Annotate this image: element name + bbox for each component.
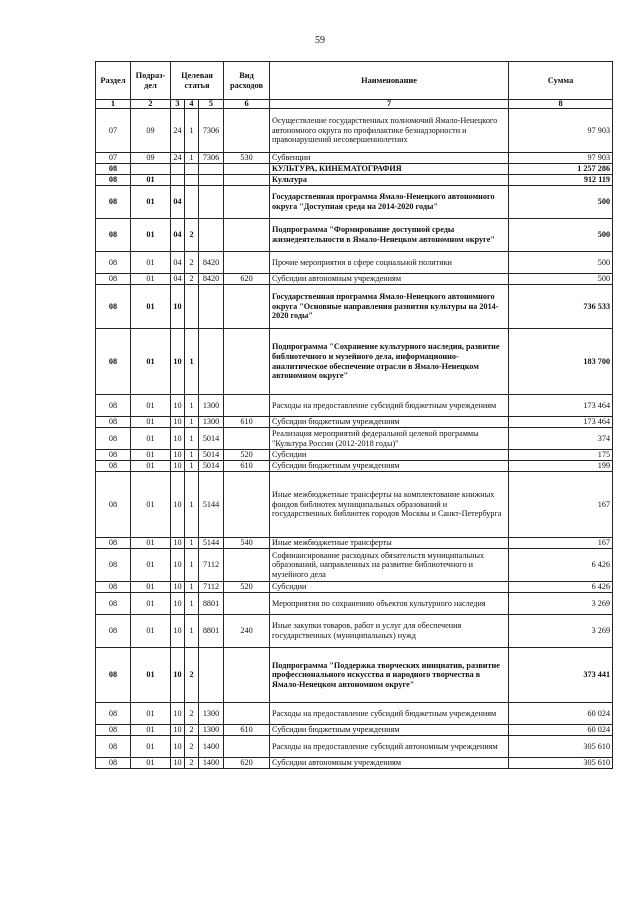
header-row bbox=[96, 62, 613, 100]
cell-sum: 305 610 bbox=[509, 758, 613, 769]
table-row bbox=[96, 450, 613, 461]
cell-podrazdel: 01 bbox=[131, 615, 171, 648]
cell-direction bbox=[199, 648, 224, 703]
cell-expense-type bbox=[224, 219, 270, 252]
table-row bbox=[96, 758, 613, 769]
cell-sum: 6 426 bbox=[509, 582, 613, 593]
table-row bbox=[96, 461, 613, 472]
cell-expense-type: 530 bbox=[224, 153, 270, 164]
cell-name: Реализация мероприятий федеральной целевой программы "Культура России (2012-2018 годы)" bbox=[270, 428, 509, 450]
cell-program: 10 bbox=[171, 758, 185, 769]
cell-podrazdel: 01 bbox=[131, 648, 171, 703]
cell-program: 10 bbox=[171, 417, 185, 428]
cell-razdel: 08 bbox=[96, 703, 131, 725]
cell-expense-type bbox=[224, 736, 270, 758]
cell-direction bbox=[199, 219, 224, 252]
cell-program bbox=[171, 175, 185, 186]
cell-program: 10 bbox=[171, 593, 185, 615]
cell-name: Государственная программа Ямало-Ненецкого автономного округа "Доступная среда на 2014-2020 годы" bbox=[270, 186, 509, 219]
column-number: 8 bbox=[509, 100, 613, 109]
cell-podrazdel: 01 bbox=[131, 736, 171, 758]
table-row bbox=[96, 648, 613, 703]
cell-expense-type bbox=[224, 593, 270, 615]
cell-subprogram: 2 bbox=[185, 219, 199, 252]
cell-expense-type: 520 bbox=[224, 450, 270, 461]
cell-subprogram: 2 bbox=[185, 736, 199, 758]
cell-subprogram: 2 bbox=[185, 648, 199, 703]
table-row bbox=[96, 186, 613, 219]
cell-name: Субсидии bbox=[270, 450, 509, 461]
cell-podrazdel bbox=[131, 164, 171, 175]
cell-razdel: 08 bbox=[96, 582, 131, 593]
cell-sum: 3 269 bbox=[509, 593, 613, 615]
cell-razdel: 07 bbox=[96, 109, 131, 153]
cell-podrazdel: 09 bbox=[131, 153, 171, 164]
cell-direction: 5144 bbox=[199, 472, 224, 538]
cell-sum: 60 024 bbox=[509, 725, 613, 736]
table-row bbox=[96, 109, 613, 153]
cell-podrazdel: 01 bbox=[131, 450, 171, 461]
cell-direction: 1400 bbox=[199, 736, 224, 758]
cell-expense-type bbox=[224, 703, 270, 725]
header-name: Наименование bbox=[270, 62, 509, 100]
cell-expense-type: 610 bbox=[224, 725, 270, 736]
table-row bbox=[96, 329, 613, 395]
cell-subprogram: 1 bbox=[185, 472, 199, 538]
cell-podrazdel: 01 bbox=[131, 758, 171, 769]
cell-expense-type: 520 bbox=[224, 582, 270, 593]
cell-program: 10 bbox=[171, 472, 185, 538]
table-row bbox=[96, 472, 613, 538]
cell-podrazdel: 01 bbox=[131, 461, 171, 472]
table-row bbox=[96, 538, 613, 549]
cell-razdel: 08 bbox=[96, 450, 131, 461]
cell-expense-type bbox=[224, 285, 270, 329]
cell-name: Иные закупки товаров, работ и услуг для обеспечения государственных (муниципальных) нужд bbox=[270, 615, 509, 648]
cell-sum: 97 903 bbox=[509, 153, 613, 164]
cell-expense-type bbox=[224, 329, 270, 395]
cell-expense-type: 540 bbox=[224, 538, 270, 549]
cell-name: Субсидии bbox=[270, 582, 509, 593]
cell-podrazdel: 01 bbox=[131, 285, 171, 329]
column-number: 5 bbox=[199, 100, 224, 109]
table-row bbox=[96, 593, 613, 615]
cell-razdel: 08 bbox=[96, 329, 131, 395]
cell-subprogram bbox=[185, 285, 199, 329]
cell-sum: 500 bbox=[509, 252, 613, 274]
cell-name: Подпрограмма "Формирование доступной среды жизнедеятельности в Ямало-Ненецком автономном округе" bbox=[270, 219, 509, 252]
cell-program: 10 bbox=[171, 395, 185, 417]
cell-program: 10 bbox=[171, 461, 185, 472]
cell-razdel: 08 bbox=[96, 461, 131, 472]
cell-subprogram: 1 bbox=[185, 582, 199, 593]
cell-program: 10 bbox=[171, 329, 185, 395]
cell-razdel: 08 bbox=[96, 549, 131, 582]
column-number: 4 bbox=[185, 100, 199, 109]
cell-podrazdel: 01 bbox=[131, 219, 171, 252]
cell-sum: 167 bbox=[509, 472, 613, 538]
column-number: 2 bbox=[131, 100, 171, 109]
cell-razdel: 08 bbox=[96, 538, 131, 549]
page-number: 59 bbox=[315, 35, 325, 46]
cell-subprogram: 1 bbox=[185, 538, 199, 549]
cell-sum: 305 610 bbox=[509, 736, 613, 758]
table-row bbox=[96, 219, 613, 252]
cell-direction: 1300 bbox=[199, 417, 224, 428]
cell-sum: 736 533 bbox=[509, 285, 613, 329]
cell-sum: 500 bbox=[509, 274, 613, 285]
cell-direction bbox=[199, 186, 224, 219]
cell-subprogram bbox=[185, 175, 199, 186]
cell-razdel: 08 bbox=[96, 395, 131, 417]
cell-podrazdel: 01 bbox=[131, 186, 171, 219]
cell-expense-type bbox=[224, 395, 270, 417]
table-row bbox=[96, 703, 613, 725]
cell-name: Мероприятия по сохранению объектов культурного наследия bbox=[270, 593, 509, 615]
cell-sum: 912 119 bbox=[509, 175, 613, 186]
cell-razdel: 08 bbox=[96, 758, 131, 769]
cell-expense-type: 610 bbox=[224, 417, 270, 428]
cell-name: Иные межбюджетные трансферты bbox=[270, 538, 509, 549]
table-row bbox=[96, 582, 613, 593]
table-row bbox=[96, 285, 613, 329]
table-row bbox=[96, 736, 613, 758]
cell-razdel: 08 bbox=[96, 417, 131, 428]
table-row bbox=[96, 549, 613, 582]
cell-name: Субсидии автономным учреждениям bbox=[270, 274, 509, 285]
cell-expense-type: 620 bbox=[224, 274, 270, 285]
cell-sum: 173 464 bbox=[509, 417, 613, 428]
cell-podrazdel: 01 bbox=[131, 582, 171, 593]
cell-direction: 8801 bbox=[199, 615, 224, 648]
cell-subprogram: 1 bbox=[185, 461, 199, 472]
table-row bbox=[96, 428, 613, 450]
cell-sum: 173 464 bbox=[509, 395, 613, 417]
cell-expense-type bbox=[224, 648, 270, 703]
cell-name: Субсидии бюджетным учреждениям bbox=[270, 417, 509, 428]
cell-program: 10 bbox=[171, 450, 185, 461]
cell-expense-type bbox=[224, 175, 270, 186]
cell-expense-type bbox=[224, 109, 270, 153]
cell-direction: 1300 bbox=[199, 725, 224, 736]
cell-podrazdel: 01 bbox=[131, 252, 171, 274]
cell-podrazdel: 01 bbox=[131, 703, 171, 725]
cell-program: 10 bbox=[171, 725, 185, 736]
cell-direction: 1300 bbox=[199, 703, 224, 725]
cell-razdel: 08 bbox=[96, 736, 131, 758]
cell-program: 10 bbox=[171, 736, 185, 758]
cell-expense-type: 620 bbox=[224, 758, 270, 769]
cell-program: 10 bbox=[171, 615, 185, 648]
header-target-article: Целевая статья bbox=[171, 62, 224, 100]
cell-podrazdel: 01 bbox=[131, 725, 171, 736]
cell-program: 10 bbox=[171, 549, 185, 582]
cell-razdel: 08 bbox=[96, 285, 131, 329]
cell-expense-type bbox=[224, 549, 270, 582]
cell-podrazdel: 01 bbox=[131, 274, 171, 285]
cell-expense-type: 240 bbox=[224, 615, 270, 648]
cell-razdel: 08 bbox=[96, 615, 131, 648]
cell-subprogram: 2 bbox=[185, 274, 199, 285]
cell-sum: 6 426 bbox=[509, 549, 613, 582]
table-row bbox=[96, 274, 613, 285]
cell-program: 24 bbox=[171, 153, 185, 164]
cell-podrazdel: 01 bbox=[131, 175, 171, 186]
cell-direction: 7306 bbox=[199, 153, 224, 164]
cell-subprogram bbox=[185, 164, 199, 175]
table-row bbox=[96, 153, 613, 164]
header-sum: Сумма bbox=[509, 62, 613, 100]
cell-direction: 1400 bbox=[199, 758, 224, 769]
cell-program: 04 bbox=[171, 274, 185, 285]
cell-sum: 500 bbox=[509, 186, 613, 219]
table-row bbox=[96, 175, 613, 186]
column-number: 7 bbox=[270, 100, 509, 109]
cell-program: 04 bbox=[171, 219, 185, 252]
cell-razdel: 08 bbox=[96, 472, 131, 538]
cell-direction bbox=[199, 175, 224, 186]
cell-name: КУЛЬТУРА, КИНЕМАТОГРАФИЯ bbox=[270, 164, 509, 175]
cell-podrazdel: 01 bbox=[131, 549, 171, 582]
cell-direction: 7306 bbox=[199, 109, 224, 153]
cell-direction: 5144 bbox=[199, 538, 224, 549]
cell-podrazdel: 01 bbox=[131, 329, 171, 395]
budget-table bbox=[95, 61, 613, 769]
cell-name: Прочие мероприятия в сфере социальной политики bbox=[270, 252, 509, 274]
cell-direction: 5014 bbox=[199, 450, 224, 461]
cell-direction: 5014 bbox=[199, 428, 224, 450]
cell-sum: 167 bbox=[509, 538, 613, 549]
cell-subprogram: 1 bbox=[185, 395, 199, 417]
column-number: 3 bbox=[171, 100, 185, 109]
cell-program: 04 bbox=[171, 186, 185, 219]
cell-expense-type bbox=[224, 472, 270, 538]
cell-name: Софинансирование расходных обязательств муниципальных образований, направленных на развитие библиотечного и музейного дела bbox=[270, 549, 509, 582]
cell-podrazdel: 01 bbox=[131, 417, 171, 428]
cell-sum: 199 bbox=[509, 461, 613, 472]
cell-subprogram: 1 bbox=[185, 450, 199, 461]
cell-program: 10 bbox=[171, 648, 185, 703]
table-row bbox=[96, 252, 613, 274]
table-row bbox=[96, 417, 613, 428]
cell-subprogram: 1 bbox=[185, 593, 199, 615]
cell-program: 10 bbox=[171, 538, 185, 549]
cell-razdel: 08 bbox=[96, 175, 131, 186]
cell-expense-type bbox=[224, 186, 270, 219]
cell-podrazdel: 09 bbox=[131, 109, 171, 153]
cell-subprogram: 1 bbox=[185, 417, 199, 428]
cell-razdel: 08 bbox=[96, 428, 131, 450]
cell-razdel: 07 bbox=[96, 153, 131, 164]
cell-expense-type: 610 bbox=[224, 461, 270, 472]
cell-program: 24 bbox=[171, 109, 185, 153]
cell-expense-type bbox=[224, 252, 270, 274]
cell-subprogram: 1 bbox=[185, 329, 199, 395]
cell-podrazdel: 01 bbox=[131, 538, 171, 549]
cell-name: Расходы на предоставление субсидий бюджетным учреждениям bbox=[270, 395, 509, 417]
header-razdel: Раздел bbox=[96, 62, 131, 100]
cell-direction bbox=[199, 329, 224, 395]
cell-name: Осуществление государственных полномочий Ямало-Ненецкого автономного округа по профилактике безнадзорности и правонарушений несовершеннолетних bbox=[270, 109, 509, 153]
cell-name: Подпрограмма "Поддержка творческих инициатив, развитие профессионального искусства и народного творчества в Ямало-Ненецком автономном округе" bbox=[270, 648, 509, 703]
cell-direction: 1300 bbox=[199, 395, 224, 417]
cell-direction bbox=[199, 164, 224, 175]
cell-subprogram: 1 bbox=[185, 615, 199, 648]
cell-direction: 7112 bbox=[199, 582, 224, 593]
cell-sum: 175 bbox=[509, 450, 613, 461]
cell-sum: 373 441 bbox=[509, 648, 613, 703]
cell-subprogram: 1 bbox=[185, 153, 199, 164]
cell-name: Подпрограмма "Сохранение культурного наследия, развитие библиотечного и музейного дела, информационно-аналитическое обеспечение отрасли в Ямало-Ненецком автономном округе" bbox=[270, 329, 509, 395]
column-number: 6 bbox=[224, 100, 270, 109]
cell-name: Государственная программа Ямало-Ненецкого автономного округа "Основные направления развития культуры на 2014-2020 годы" bbox=[270, 285, 509, 329]
column-number-row bbox=[96, 100, 613, 109]
cell-subprogram bbox=[185, 186, 199, 219]
table-row bbox=[96, 395, 613, 417]
cell-razdel: 08 bbox=[96, 274, 131, 285]
cell-name: Культура bbox=[270, 175, 509, 186]
table-row bbox=[96, 615, 613, 648]
cell-name: Субвенции bbox=[270, 153, 509, 164]
cell-program: 10 bbox=[171, 703, 185, 725]
cell-program bbox=[171, 164, 185, 175]
cell-sum: 374 bbox=[509, 428, 613, 450]
cell-podrazdel: 01 bbox=[131, 428, 171, 450]
cell-razdel: 08 bbox=[96, 164, 131, 175]
cell-name: Расходы на предоставление субсидий автономным учреждениям bbox=[270, 736, 509, 758]
cell-program: 04 bbox=[171, 252, 185, 274]
cell-program: 10 bbox=[171, 285, 185, 329]
cell-program: 10 bbox=[171, 428, 185, 450]
table-row bbox=[96, 725, 613, 736]
header-expense-type: Вид расходов bbox=[224, 62, 270, 100]
cell-program: 10 bbox=[171, 582, 185, 593]
cell-name: Субсидии бюджетным учреждениям bbox=[270, 461, 509, 472]
cell-subprogram: 1 bbox=[185, 549, 199, 582]
cell-subprogram: 2 bbox=[185, 725, 199, 736]
cell-direction: 8801 bbox=[199, 593, 224, 615]
cell-subprogram: 2 bbox=[185, 252, 199, 274]
cell-name: Расходы на предоставление субсидий бюджетным учреждениям bbox=[270, 703, 509, 725]
cell-name: Субсидии автономным учреждениям bbox=[270, 758, 509, 769]
cell-sum: 97 903 bbox=[509, 109, 613, 153]
cell-expense-type bbox=[224, 428, 270, 450]
cell-direction: 8420 bbox=[199, 274, 224, 285]
cell-direction: 8420 bbox=[199, 252, 224, 274]
cell-razdel: 08 bbox=[96, 648, 131, 703]
column-number: 1 bbox=[96, 100, 131, 109]
cell-sum: 183 700 bbox=[509, 329, 613, 395]
cell-direction: 5014 bbox=[199, 461, 224, 472]
table-row bbox=[96, 164, 613, 175]
cell-name: Иные межбюджетные трансферты на комплектование книжных фондов библиотек муниципальных образований и государственных библиотек городов Москвы и Санкт-Петербурга bbox=[270, 472, 509, 538]
cell-razdel: 08 bbox=[96, 219, 131, 252]
cell-sum: 500 bbox=[509, 219, 613, 252]
cell-subprogram: 1 bbox=[185, 109, 199, 153]
cell-subprogram: 1 bbox=[185, 428, 199, 450]
cell-podrazdel: 01 bbox=[131, 395, 171, 417]
cell-direction bbox=[199, 285, 224, 329]
cell-expense-type bbox=[224, 164, 270, 175]
cell-razdel: 08 bbox=[96, 593, 131, 615]
cell-direction: 7112 bbox=[199, 549, 224, 582]
cell-sum: 1 257 286 bbox=[509, 164, 613, 175]
cell-sum: 3 269 bbox=[509, 615, 613, 648]
cell-razdel: 08 bbox=[96, 252, 131, 274]
cell-subprogram: 2 bbox=[185, 703, 199, 725]
cell-sum: 60 024 bbox=[509, 703, 613, 725]
cell-podrazdel: 01 bbox=[131, 593, 171, 615]
cell-razdel: 08 bbox=[96, 186, 131, 219]
cell-subprogram: 2 bbox=[185, 758, 199, 769]
header-podrazdel: Подраз-дел bbox=[131, 62, 171, 100]
cell-razdel: 08 bbox=[96, 725, 131, 736]
cell-name: Субсидии бюджетным учреждениям bbox=[270, 725, 509, 736]
cell-podrazdel: 01 bbox=[131, 472, 171, 538]
